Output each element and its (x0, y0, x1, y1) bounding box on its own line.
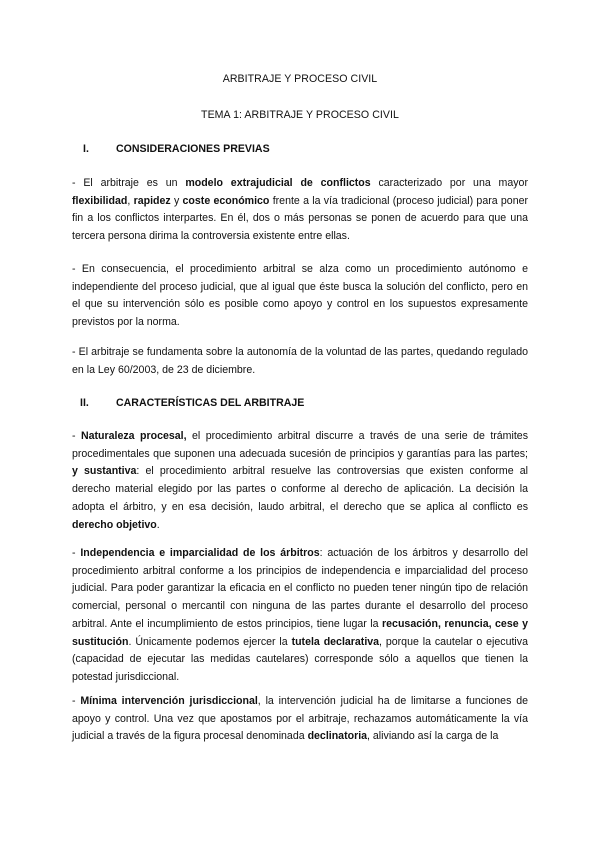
paragraph: - El arbitraje se fundamenta sobre la autonomía de la voluntad de las partes, quedando regulado en la Ley 60/2003, de 23 de diciembre. (72, 346, 528, 376)
paragraph: - Naturaleza procesal, el procedimiento arbitral discurre a través de una serie de trámites procedimentales que suponen una adecuada sucesión de principios y garantías para las partes; y sustantiva: el procedimiento arbitral resuelve las controversias que existen conforme al derecho material elegido por las partes o conforme al derecho de aplicación. La decisión la adopta el árbitro, y en esa decisión, laudo arbitral, el derecho que se aplica al conflicto es derecho objetivo. (72, 430, 528, 531)
document-title: ARBITRAJE Y PROCESO CIVIL (222, 73, 378, 85)
section-number: II. (80, 397, 89, 409)
paragraph: - Mínima intervención jurisdiccional, la intervención judicial ha de limitarse a funciones de apoyo y control. Una vez que apostamos por el arbitraje, rechazamos automáticamente la vía judicial a través de la figura procesal denominada declinatoria, aliviando así la carga de la (72, 695, 528, 743)
section-number: I. (83, 143, 89, 155)
paragraph: - Independencia e imparcialidad de los árbitros: actuación de los árbitros y desarrollo del procedimiento arbitral conforme a los principios de independencia e imparcialidad del proceso judicial. Para poder garantizar la eficacia en el conflicto no pueden tener ningún tipo de relación comercial, personal o mercantil con ninguna de las partes durante el desarrollo del proceso arbitral. Ante el incumplimiento de estos principios, tiene lugar la recusación, renuncia, cese y sustitución. Únicamente podemos ejercer la tutela declarativa, porque la cautelar o ejecutiva (capacidad de ejecutar las medidas cautelares) corresponde sólo a aquellos que tienen la potestad jurisdiccional. (72, 547, 529, 683)
section-title: CARACTERÍSTICAS DEL ARBITRAJE (116, 397, 305, 409)
section-title: CONSIDERACIONES PREVIAS (116, 143, 270, 155)
paragraph: - En consecuencia, el procedimiento arbitral se alza como un procedimiento autónomo e independiente del proceso judicial, que al igual que éste busca la solución del conflicto, pero en el que su intervención sólo es posible como apoyo y control en los supuestos expresamente previstos por la norma. (72, 263, 528, 329)
paragraph: - El arbitraje es un modelo extrajudicial de conflictos caracterizado por una mayor flexibilidad, rapidez y coste económico frente a la vía tradicional (proceso judicial) para poner fin a los conflictos interpartes. En él, dos o más personas se ponen de acuerdo para que una tercera persona dirima la controversia existente entre ellas. (72, 177, 529, 243)
document-subtitle: TEMA 1: ARBITRAJE Y PROCESO CIVIL (201, 109, 399, 121)
